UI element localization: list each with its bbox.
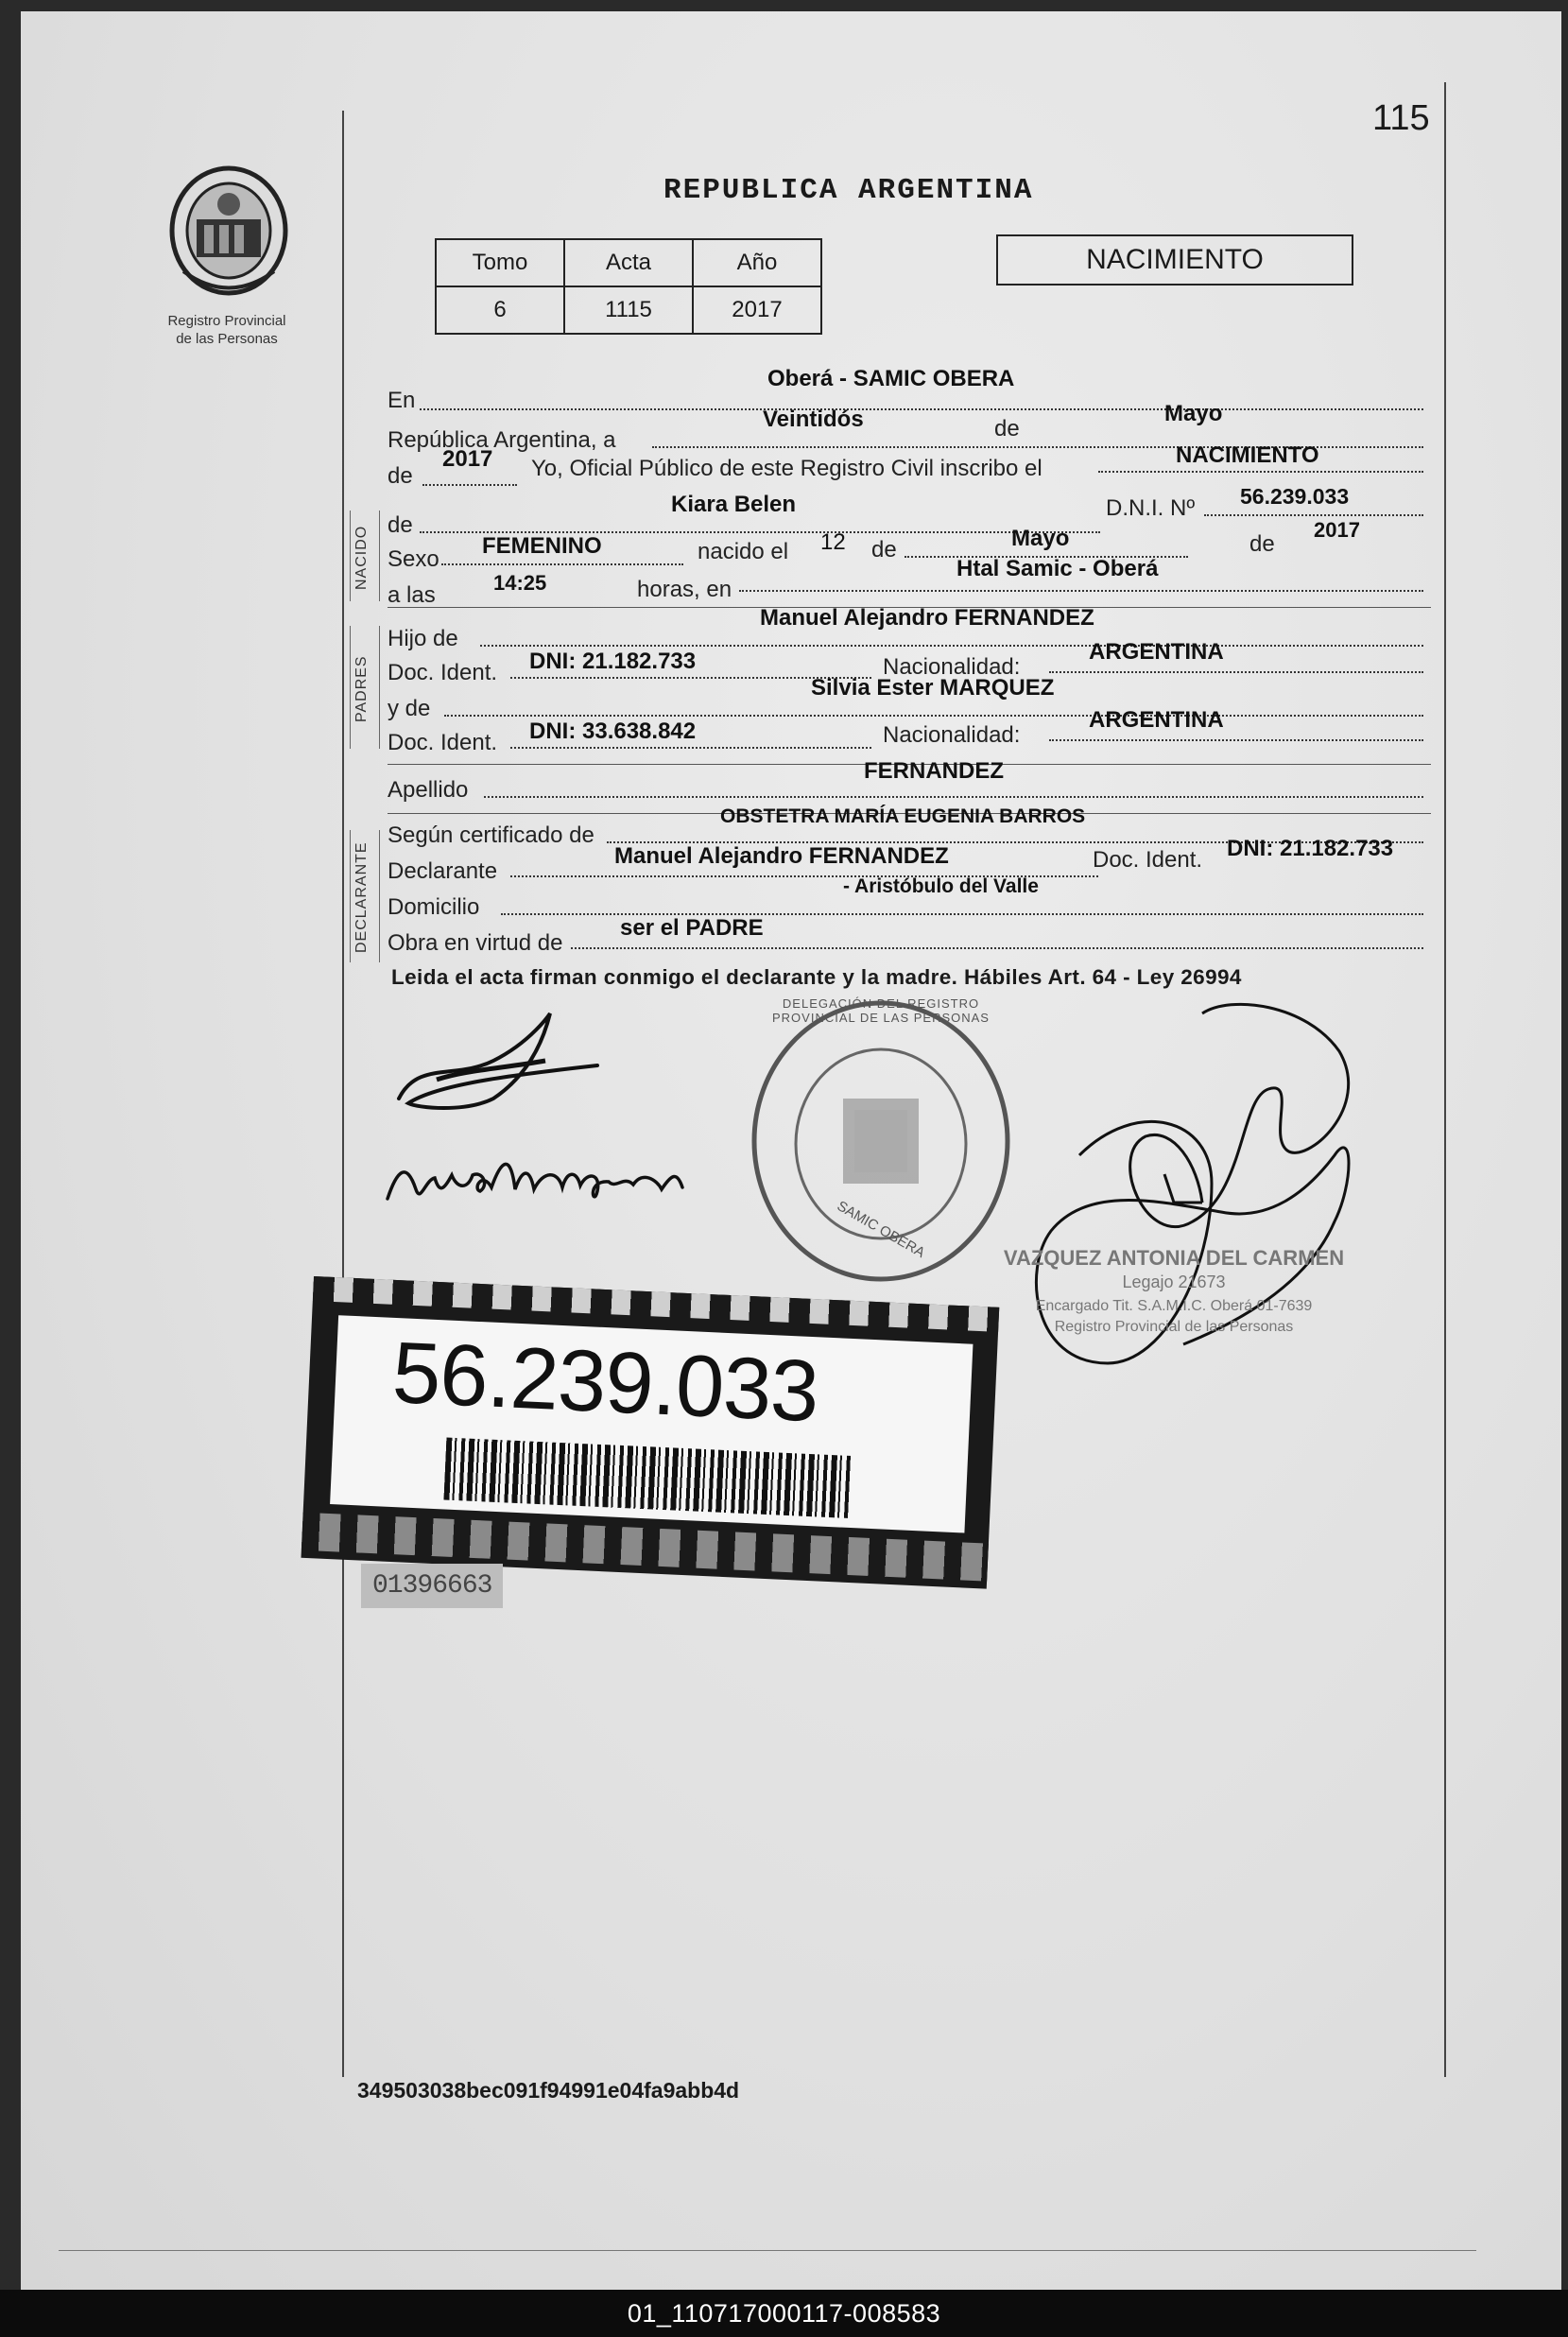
dotted-line bbox=[480, 645, 1423, 647]
madre-doc: DNI: 33.638.842 bbox=[529, 718, 697, 744]
dotted-line bbox=[1049, 671, 1423, 673]
certificado-value: OBSTETRA MARÍA EUGENIA BARROS bbox=[720, 805, 1086, 827]
acta-anio: 2017 bbox=[442, 446, 493, 472]
nacido-side-label: NACIDO bbox=[353, 525, 370, 590]
dotted-line bbox=[510, 747, 871, 749]
left-margin-line bbox=[342, 111, 344, 2077]
dotted-line bbox=[571, 947, 1423, 949]
dotted-line bbox=[1204, 514, 1423, 516]
nacido-hora: 14:25 bbox=[493, 571, 547, 595]
dni-label: D.N.I. Nº bbox=[1106, 495, 1196, 521]
declarante-doc: DNI: 21.182.733 bbox=[1227, 836, 1394, 861]
segun-label: Según certificado de bbox=[388, 822, 594, 848]
dotted-line bbox=[422, 484, 517, 486]
sexo-label: Sexo bbox=[388, 546, 439, 572]
apellido-label: Apellido bbox=[388, 777, 469, 803]
madre-nacionalidad: ARGENTINA bbox=[1089, 707, 1224, 733]
record-table-cell: 1115 bbox=[564, 286, 693, 334]
bottom-edge-line bbox=[59, 2250, 1476, 2251]
acta-dia: Veintidós bbox=[763, 407, 864, 432]
nacido-sexo: FEMENINO bbox=[482, 533, 602, 559]
file-id: 01_110717000117-008583 bbox=[627, 2298, 941, 2328]
logo-caption-line1: Registro Provincial bbox=[167, 313, 286, 329]
right-margin-line bbox=[1444, 82, 1446, 2077]
yo-text: Yo, Oficial Público de este Registro Civil inscribo el bbox=[531, 456, 1042, 481]
dotted-line bbox=[1098, 471, 1423, 473]
domicilio-value: - Aristóbulo del Valle bbox=[843, 875, 1039, 897]
declarante-doc-label: Doc. Ident. bbox=[1093, 847, 1203, 873]
record-table bbox=[435, 238, 822, 335]
domicilio-label: Domicilio bbox=[388, 894, 480, 920]
en-label: En bbox=[388, 388, 416, 413]
officer-stamp bbox=[975, 1246, 1372, 1336]
sticker-number: 56.239.033 bbox=[390, 1324, 820, 1441]
serial-stamp: 01396663 bbox=[361, 1564, 503, 1608]
dotted-line bbox=[420, 408, 1423, 410]
de-label: de bbox=[994, 416, 1020, 441]
nacido-mes: Mayo bbox=[1011, 526, 1070, 551]
officer-legajo: Legajo 21673 bbox=[1122, 1272, 1226, 1291]
stamp-ring-text: DELEGACIÓN DEL REGISTRO PROVINCIAL DE LAS PERSONAS bbox=[772, 996, 990, 1025]
page-number: 115 bbox=[1372, 98, 1430, 138]
record-table-header: Acta bbox=[564, 239, 693, 286]
madre-doc-label: Doc. Ident. bbox=[388, 730, 498, 755]
nacido-nombre: Kiara Belen bbox=[671, 492, 797, 517]
nacido-de-label3: de bbox=[1249, 531, 1275, 557]
madre-signature bbox=[378, 1133, 718, 1218]
horas-label: horas, en bbox=[637, 577, 732, 602]
obra-value: ser el PADRE bbox=[620, 915, 764, 941]
apellido-value: FERNANDEZ bbox=[864, 758, 1004, 784]
hijo-label: Hijo de bbox=[388, 626, 458, 651]
declarante-signature bbox=[380, 995, 626, 1127]
obra-label: Obra en virtud de bbox=[388, 930, 563, 956]
record-table-cell: 6 bbox=[436, 286, 564, 334]
acta-tipo: NACIMIENTO bbox=[1176, 442, 1319, 468]
republica-label: República Argentina, a bbox=[388, 427, 616, 453]
record-table-cell: 2017 bbox=[693, 286, 821, 334]
record-table-header: Tomo bbox=[436, 239, 564, 286]
officer-name: VAZQUEZ ANTONIA DEL CARMEN bbox=[1003, 1246, 1345, 1270]
dni-sticker bbox=[301, 1276, 999, 1589]
official-signature bbox=[994, 985, 1429, 1420]
alas-label: a las bbox=[388, 582, 436, 608]
dotted-line bbox=[441, 563, 683, 565]
file-id-bar bbox=[0, 2290, 1568, 2337]
nacido-anio: 2017 bbox=[1314, 518, 1360, 542]
stamp-inner-text: SAMIC OBERA bbox=[834, 1198, 928, 1261]
acta-mes: Mayo bbox=[1164, 401, 1223, 426]
declarante-side-label: DECLARANTE bbox=[353, 841, 370, 953]
page-title: REPUBLICA ARGENTINA bbox=[663, 174, 1034, 207]
declarante-label: Declarante bbox=[388, 858, 498, 884]
record-table-header: Año bbox=[693, 239, 821, 286]
nacido-dni: 56.239.033 bbox=[1240, 484, 1350, 509]
dotted-line bbox=[739, 590, 1423, 592]
padre-nombre: Manuel Alejandro FERNANDEZ bbox=[760, 605, 1094, 631]
padre-nac-label: Nacionalidad: bbox=[883, 654, 1021, 680]
nacido-de-label: de bbox=[388, 512, 413, 538]
padre-doc-label: Doc. Ident. bbox=[388, 660, 498, 685]
padre-doc: DNI: 21.182.733 bbox=[529, 649, 697, 674]
nacido-el-label: nacido el bbox=[698, 539, 789, 564]
anio-label: de bbox=[388, 463, 413, 489]
dotted-line bbox=[1049, 739, 1423, 741]
nacido-lugar: Htal Samic - Oberá bbox=[956, 556, 1159, 581]
acta-lugar: Oberá - SAMIC OBERA bbox=[767, 366, 1015, 391]
province-seal-logo bbox=[163, 163, 295, 304]
logo-caption-line2: de las Personas bbox=[176, 331, 278, 347]
officer-line4: Registro Provincial de las Personas bbox=[1054, 1319, 1294, 1335]
document-page bbox=[21, 11, 1561, 2290]
document-hash: 349503038bec091f94991e04fa9abb4d bbox=[357, 2078, 740, 2103]
madre-nombre: Silvia Ester MARQUEZ bbox=[811, 675, 1055, 701]
dotted-line bbox=[484, 796, 1423, 798]
closing-text: Leida el acta firman conmigo el declarante y la madre. Hábiles Art. 64 - Ley 26994 bbox=[391, 965, 1242, 989]
declarante-nombre: Manuel Alejandro FERNANDEZ bbox=[614, 843, 949, 869]
record-type-box: NACIMIENTO bbox=[996, 234, 1353, 286]
padres-side-label: PADRES bbox=[353, 655, 370, 722]
sticker-barcode bbox=[443, 1438, 853, 1518]
padre-nacionalidad: ARGENTINA bbox=[1089, 639, 1224, 665]
nacido-dia: 12 bbox=[820, 529, 846, 555]
dotted-line bbox=[444, 715, 1423, 717]
sticker-label bbox=[330, 1315, 973, 1532]
madre-nac-label: Nacionalidad: bbox=[883, 722, 1021, 748]
officer-line3: Encargado Tit. S.A.M.I.C. Oberá 01-7639 bbox=[1035, 1298, 1313, 1314]
logo-caption bbox=[132, 312, 321, 348]
nacido-de-label2: de bbox=[871, 537, 897, 563]
registry-stamp bbox=[739, 995, 1023, 1288]
yde-label: y de bbox=[388, 696, 431, 721]
